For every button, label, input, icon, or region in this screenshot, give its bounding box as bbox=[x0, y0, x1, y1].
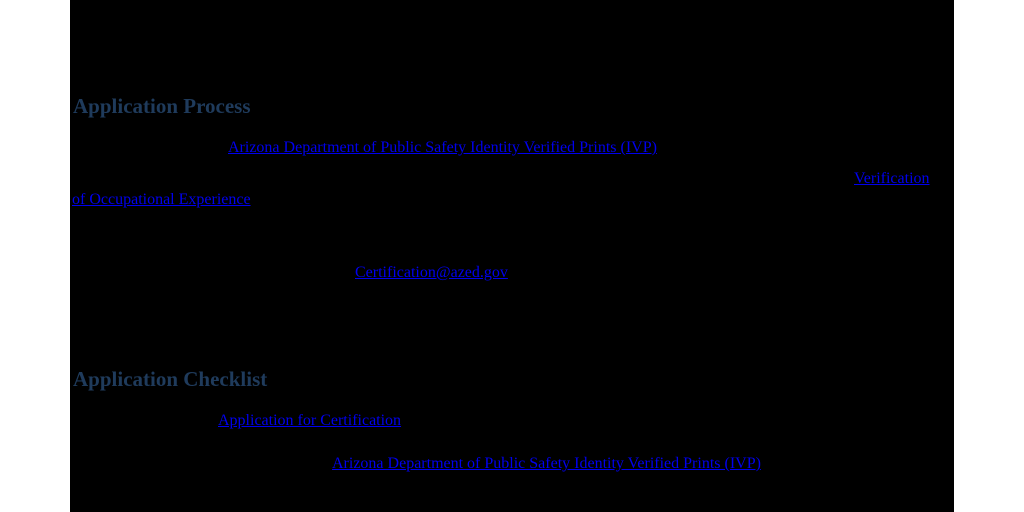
checklist-ivp-line bbox=[332, 454, 761, 474]
page-content bbox=[70, 0, 954, 512]
occupational-experience-line bbox=[72, 190, 251, 210]
email-line bbox=[355, 263, 508, 283]
application-process-heading: Application Process bbox=[73, 94, 251, 118]
checklist-ivp-prints-link[interactable]: Arizona Department of Public Safety Identity Verified Prints (IVP) bbox=[332, 455, 761, 472]
certification-email-link[interactable]: Certification@azed.gov bbox=[355, 264, 508, 281]
verification-link-part1[interactable]: Verification bbox=[854, 170, 930, 187]
ivp-line bbox=[228, 138, 657, 158]
ivp-prints-link[interactable]: Arizona Department of Public Safety Identity Verified Prints (IVP) bbox=[228, 139, 657, 156]
verification-link-part2[interactable]: of Occupational Experience bbox=[72, 191, 251, 208]
application-checklist-heading: Application Checklist bbox=[73, 367, 268, 391]
application-for-certification-link[interactable]: Application for Certification bbox=[218, 412, 402, 429]
application-form-line bbox=[218, 411, 401, 431]
verification-line bbox=[854, 169, 930, 189]
